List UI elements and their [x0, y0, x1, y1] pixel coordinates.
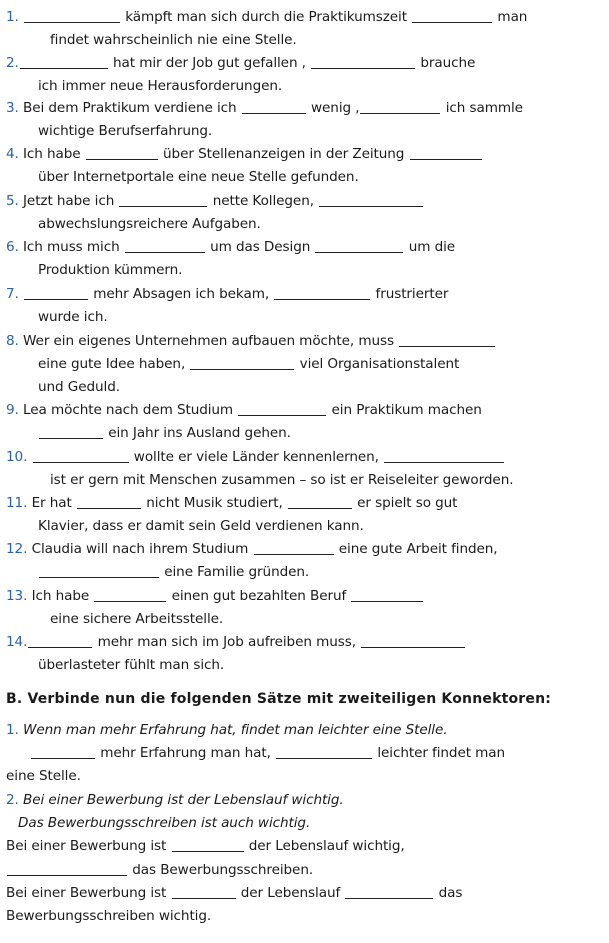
exercise-text: Claudia will nach ihrem Studium — [31, 541, 249, 557]
exercise-text: Bei einer Bewerbung ist — [6, 884, 167, 901]
blank[interactable] — [39, 564, 159, 578]
exercise-number: 6. — [6, 239, 19, 255]
blank[interactable] — [190, 356, 294, 370]
exercise-number: 14. — [6, 634, 28, 650]
blank[interactable] — [361, 634, 465, 648]
exercise-text: mehr man sich im Job aufreiben muss, — [97, 634, 356, 650]
exercise-2 — [6, 52, 603, 98]
exercise-text: wenig , — [311, 100, 360, 116]
exercise-text: ist er gern mit Menschen zusammen – so ist er Reiseleiter geworden. — [50, 472, 514, 489]
exercise-8 — [6, 330, 603, 400]
blank[interactable] — [20, 55, 108, 69]
exercise-number: 8. — [6, 333, 19, 349]
exercise-number: 2. — [6, 55, 19, 71]
exercise-text: brauche — [420, 55, 476, 71]
exercise-number: 9. — [6, 402, 19, 418]
exercise-text: mehr Erfahrung man hat, — [100, 745, 271, 762]
blank[interactable] — [172, 885, 236, 899]
blank[interactable] — [412, 9, 492, 23]
exercise-12 — [6, 538, 603, 584]
blank[interactable] — [360, 100, 440, 114]
exercise-text: eine gute Arbeit finden, — [338, 541, 498, 557]
blank[interactable] — [351, 588, 423, 602]
blank[interactable] — [94, 588, 166, 602]
blank[interactable] — [119, 193, 207, 207]
given-sentence: Das Bewerbungsschreiben ist auch wichtig. — [18, 815, 311, 832]
exercise-text: ein Jahr ins Ausland gehen. — [108, 425, 291, 442]
blank[interactable] — [319, 193, 423, 207]
exercise-number: 10. — [6, 449, 28, 465]
exercise-text: eine sichere Arbeitsstelle. — [50, 611, 224, 628]
exercise-text: über Internetportale eine neue Stelle gefunden. — [38, 169, 359, 186]
blank[interactable] — [242, 100, 306, 114]
exercise-text: Ich habe — [23, 146, 81, 162]
exercise-text: nicht Musik studiert, — [146, 495, 283, 511]
exercise-4 — [6, 143, 603, 189]
blank[interactable] — [77, 495, 141, 509]
exercise-text: nette Kollegen, — [212, 193, 314, 209]
exercise-number: 4. — [6, 146, 19, 162]
exercise-6 — [6, 236, 603, 282]
exercise-text: Lea möchte nach dem Studium — [23, 402, 234, 418]
exercise-text: man — [497, 9, 528, 25]
blank[interactable] — [172, 838, 244, 852]
blank[interactable] — [311, 55, 415, 69]
section-b-exercise-2 — [6, 789, 603, 928]
exercise-text: mehr Absagen ich bekam, — [93, 286, 270, 302]
exercise-text: Bei einer Bewerbung ist — [6, 838, 167, 855]
exercise-text: abwechslungsreichere Aufgaben. — [38, 216, 261, 233]
blank[interactable] — [238, 402, 326, 416]
exercise-text: ich sammle — [445, 100, 523, 116]
blank[interactable] — [276, 745, 372, 759]
exercise-text: der Lebenslauf — [240, 884, 341, 901]
exercise-14 — [6, 631, 603, 677]
exercise-text: viel Organisationstalent — [299, 356, 460, 373]
blank[interactable] — [28, 634, 92, 648]
exercise-text: über Stellenanzeigen in der Zeitung — [163, 146, 405, 162]
exercise-number: 7. — [6, 286, 19, 302]
exercise-number: 5. — [6, 193, 19, 209]
blank[interactable] — [410, 146, 482, 160]
exercise-text: eine Familie gründen. — [164, 564, 310, 581]
exercise-text: Klavier, dass er damit sein Geld verdienen kann. — [38, 518, 364, 535]
exercise-text: der Lebenslauf wichtig, — [248, 838, 405, 855]
exercise-text: ein Praktikum machen — [331, 402, 482, 418]
blank[interactable] — [384, 449, 504, 463]
exercise-number: 1. — [6, 9, 19, 25]
exercise-text: einen gut bezahlten Beruf — [171, 588, 347, 604]
exercise-text: eine Stelle. — [6, 768, 81, 785]
blank[interactable] — [254, 541, 334, 555]
blank[interactable] — [7, 862, 127, 876]
exercise-text: das Bewerbungsschreiben. — [132, 861, 314, 878]
exercise-text: eine gute Idee haben, — [38, 356, 186, 373]
exercise-13 — [6, 585, 603, 631]
exercise-text: wichtige Berufserfahrung. — [38, 123, 213, 140]
exercise-text: frustrierter — [375, 286, 449, 302]
exercise-text: um das Design — [210, 239, 311, 255]
blank[interactable] — [125, 239, 205, 253]
exercise-text: hat mir der Job gut gefallen , — [113, 55, 306, 71]
blank[interactable] — [24, 9, 120, 23]
exercise-text: er spielt so gut — [357, 495, 458, 511]
blank[interactable] — [315, 239, 403, 253]
blank[interactable] — [24, 286, 88, 300]
exercise-7 — [6, 283, 603, 329]
exercise-text: Ich habe — [31, 588, 90, 604]
exercise-text: Bei dem Praktikum verdiene ich — [23, 100, 237, 116]
exercise-text: kämpft man sich durch die Praktikumszeit — [125, 9, 407, 25]
exercise-text: überlasteter fühlt man sich. — [38, 657, 225, 674]
exercise-text: wurde ich. — [38, 309, 108, 326]
blank[interactable] — [399, 333, 495, 347]
blank[interactable] — [345, 885, 433, 899]
exercise-number: 1. — [6, 722, 19, 738]
blank[interactable] — [31, 745, 95, 759]
exercise-text: Jetzt habe ich — [23, 193, 115, 209]
exercise-number: 11. — [6, 495, 28, 511]
exercise-text: Wer ein eigenes Unternehmen aufbauen möchte, muss — [23, 333, 394, 349]
exercise-3 — [6, 97, 603, 143]
exercise-text: leichter findet man — [377, 745, 506, 762]
blank[interactable] — [39, 425, 103, 439]
exercise-text: ich immer neue Herausforderungen. — [38, 78, 283, 95]
exercise-text: und Geduld. — [38, 379, 120, 396]
blank[interactable] — [86, 146, 158, 160]
exercise-text: um die — [408, 239, 456, 255]
blank[interactable] — [274, 286, 370, 300]
exercise-11 — [6, 492, 603, 538]
exercise-text: Ich muss mich — [23, 239, 120, 255]
section-b-heading: B. Verbinde nun die folgenden Sätze mit zweiteiligen Konnektoren: — [6, 691, 552, 707]
exercise-5 — [6, 190, 603, 236]
blank[interactable] — [33, 449, 129, 463]
exercise-number: 12. — [6, 541, 28, 557]
exercise-number: 3. — [6, 100, 19, 116]
exercise-text: das — [438, 884, 463, 901]
exercise-9 — [6, 399, 603, 445]
exercise-1 — [6, 6, 603, 52]
exercise-text: findet wahrscheinlich nie eine Stelle. — [50, 32, 297, 49]
exercise-number: 2. — [6, 792, 19, 808]
exercise-text: wollte er viele Länder kennenlernen, — [133, 449, 379, 465]
given-sentence: Wenn man mehr Erfahrung hat, findet man leichter eine Stelle. — [23, 722, 448, 738]
exercise-text: Er hat — [31, 495, 72, 511]
exercise-number: 13. — [6, 588, 28, 604]
given-sentence: Bei einer Bewerbung ist der Lebenslauf wichtig. — [23, 792, 344, 808]
exercise-text: Bewerbungsschreiben wichtig. — [6, 907, 212, 924]
exercise-10 — [6, 446, 603, 492]
exercise-text: Produktion kümmern. — [38, 262, 183, 279]
section-b-exercise-1 — [6, 719, 603, 789]
blank[interactable] — [288, 495, 352, 509]
